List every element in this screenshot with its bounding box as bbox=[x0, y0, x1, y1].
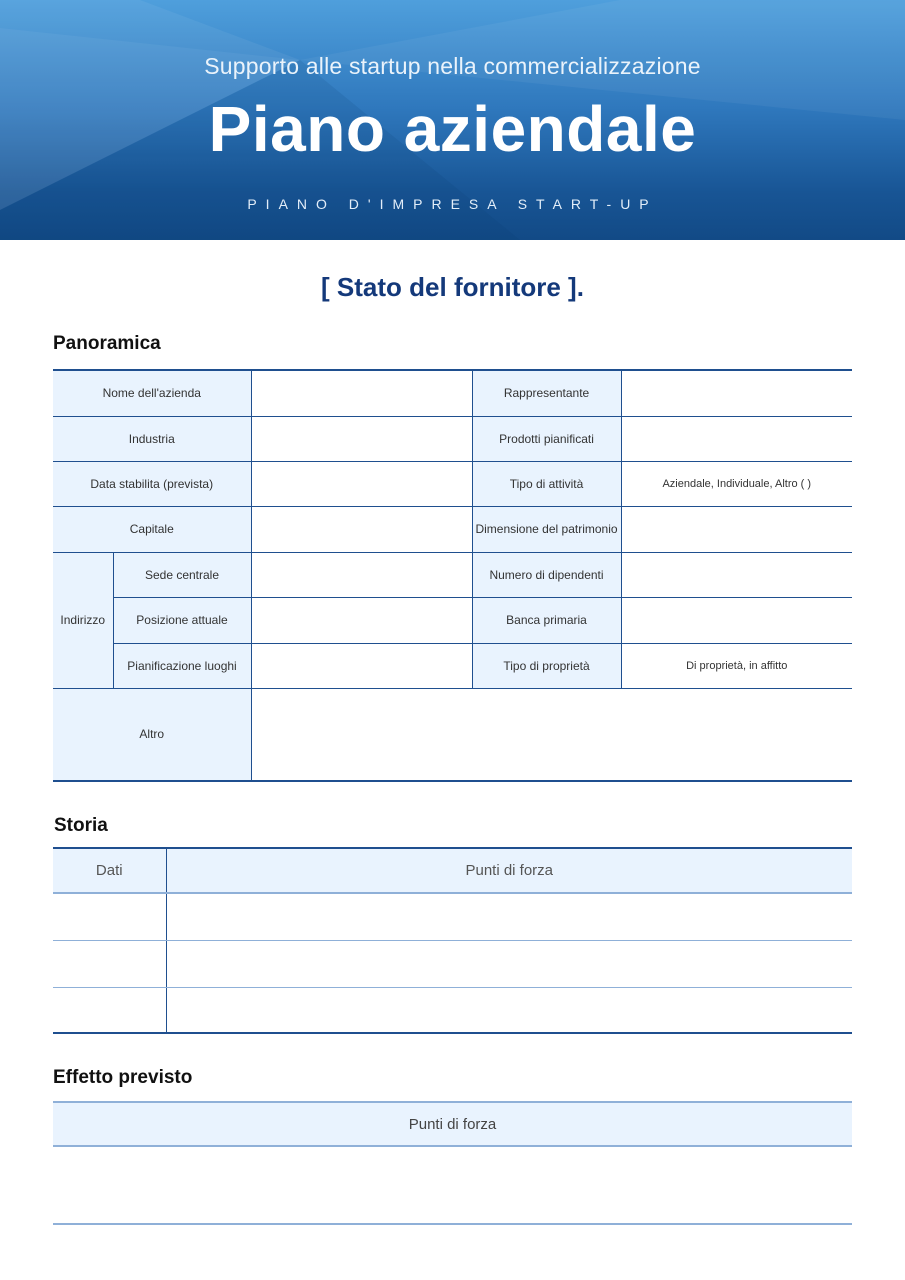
header-subtitle: Supporto alle startup nella commercializzazione bbox=[204, 53, 701, 79]
company-name-label: Nome dell'azienda bbox=[53, 370, 251, 416]
ownership-type-field[interactable]: Di proprietà, in affitto bbox=[621, 643, 852, 688]
primary-bank-label: Banca primaria bbox=[472, 597, 621, 643]
representative-label: Rappresentante bbox=[472, 370, 621, 416]
headquarters-field[interactable] bbox=[251, 552, 472, 597]
ownership-type-label: Tipo di proprietà bbox=[472, 643, 621, 688]
history-strengths-cell[interactable] bbox=[166, 893, 852, 940]
history-strengths-cell[interactable] bbox=[166, 940, 852, 987]
history-table bbox=[53, 847, 852, 1034]
capital-label: Capitale bbox=[53, 506, 251, 552]
asset-size-field[interactable] bbox=[621, 506, 852, 552]
history-date-cell[interactable] bbox=[53, 893, 166, 940]
established-date-label: Data stabilita (prevista) bbox=[53, 461, 251, 506]
asset-size-label: Dimensione del patrimonio bbox=[472, 506, 621, 552]
business-type-field[interactable]: Aziendale, Individuale, Altro ( ) bbox=[621, 461, 852, 506]
overview-label: Panoramica bbox=[53, 333, 161, 354]
history-col-strengths: Punti di forza bbox=[166, 848, 852, 893]
other-label: Altro bbox=[53, 688, 251, 781]
employees-label: Numero di dipendenti bbox=[472, 552, 621, 597]
history-strengths-cell[interactable] bbox=[166, 987, 852, 1033]
current-location-label: Posizione attuale bbox=[113, 597, 251, 643]
industry-label: Industria bbox=[53, 416, 251, 461]
established-date-field[interactable] bbox=[251, 461, 472, 506]
company-name-field[interactable] bbox=[251, 370, 472, 416]
current-location-field[interactable] bbox=[251, 597, 472, 643]
header-title: Piano aziendale bbox=[208, 93, 697, 165]
header-tagline: PIANO D'IMPRESA START-UP bbox=[247, 196, 658, 212]
overview-table bbox=[53, 369, 852, 782]
planned-locations-label: Pianificazione luoghi bbox=[113, 643, 251, 688]
expected-effect-table bbox=[53, 1101, 852, 1225]
headquarters-label: Sede centrale bbox=[113, 552, 251, 597]
expected-effect-label: Effetto previsto bbox=[53, 1067, 193, 1088]
planned-products-label: Prodotti pianificati bbox=[472, 416, 621, 461]
planned-products-field[interactable] bbox=[621, 416, 852, 461]
history-date-cell[interactable] bbox=[53, 940, 166, 987]
expected-effect-col-strengths: Punti di forza bbox=[53, 1102, 852, 1146]
planned-locations-field[interactable] bbox=[251, 643, 472, 688]
expected-effect-cell[interactable] bbox=[53, 1146, 852, 1224]
representative-field[interactable] bbox=[621, 370, 852, 416]
history-label: Storia bbox=[54, 815, 108, 836]
industry-field[interactable] bbox=[251, 416, 472, 461]
business-type-label: Tipo di attività bbox=[472, 461, 621, 506]
section-title: [ Stato del fornitore ]. bbox=[321, 272, 584, 302]
capital-field[interactable] bbox=[251, 506, 472, 552]
other-field[interactable] bbox=[251, 688, 852, 781]
history-col-date: Dati bbox=[53, 848, 166, 893]
address-label: Indirizzo bbox=[53, 552, 113, 688]
header-banner bbox=[0, 0, 905, 240]
history-date-cell[interactable] bbox=[53, 987, 166, 1033]
primary-bank-field[interactable] bbox=[621, 597, 852, 643]
employees-field[interactable] bbox=[621, 552, 852, 597]
